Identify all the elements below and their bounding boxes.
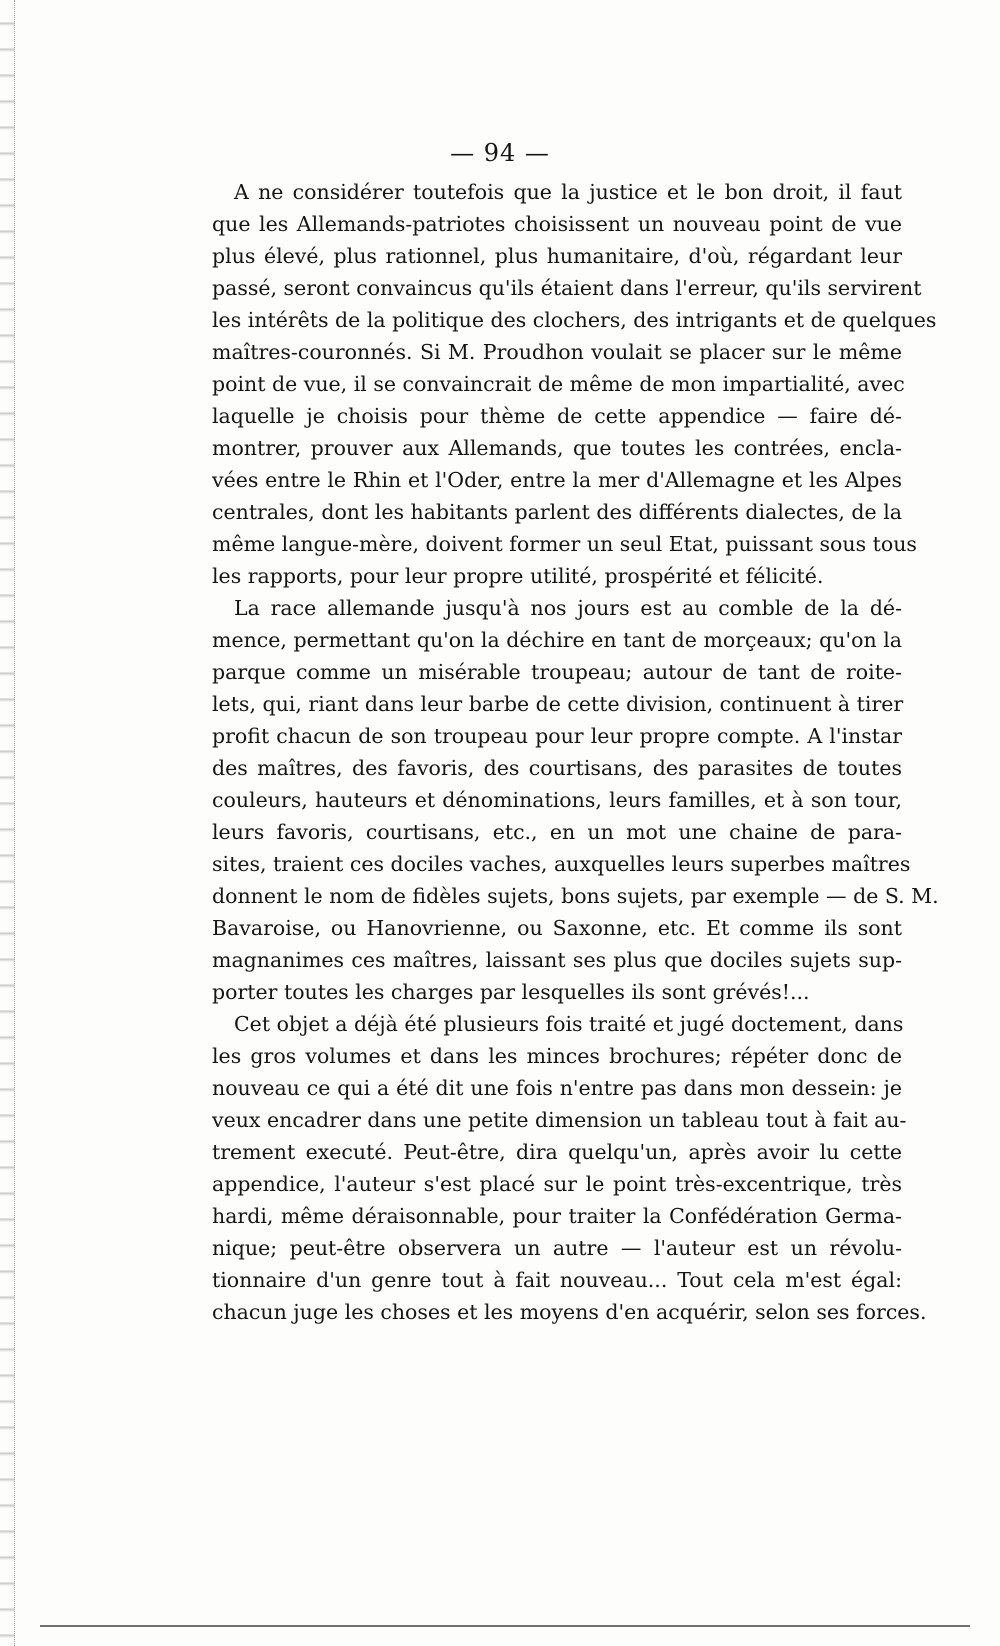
bottom-rule	[40, 1625, 970, 1627]
text-line: des maîtres, des favoris, des courtisans, des parasites de toutes	[212, 756, 902, 780]
text-line: parque comme un misérable troupeau; autour de tant de roite-	[212, 660, 902, 684]
text-line: Cet objet a déjà été plusieurs fois traité et jugé doctement, dans	[234, 1012, 904, 1036]
page-number: — 94 —	[450, 139, 550, 167]
text-line: que les Allemands-patriotes choisissent un nouveau point de vue	[212, 212, 902, 236]
text-line: même langue-mère, doivent former un seul Etat, puissant sous tous	[212, 532, 917, 556]
text-line: appendice, l'auteur s'est placé sur le point très-excentrique, très	[212, 1172, 902, 1196]
text-line: plus élevé, plus rationnel, plus humanitaire, d'où, régardant leur	[212, 244, 902, 268]
text-line: les rapports, pour leur propre utilité, prospérité et félicité.	[212, 564, 824, 588]
text-line: vées entre le Rhin et l'Oder, entre la mer d'Allemagne et les Alpes	[212, 468, 902, 492]
text-line: porter toutes les charges par lesquelles ils sont grévés!...	[212, 980, 810, 1004]
text-line: magnanimes ces maîtres, laissant ses plus que dociles sujets sup-	[212, 948, 902, 972]
page-binding-edge	[0, 0, 15, 1646]
text-line: couleurs, hauteurs et dénominations, leurs familles, et à son tour,	[212, 788, 902, 812]
body-text	[212, 176, 939, 1328]
text-line: montrer, prouver aux Allemands, que toutes les contrées, encla-	[212, 436, 902, 460]
text-line: La race allemande jusqu'à nos jours est au comble de la dé-	[234, 596, 902, 620]
text-line: tionnaire d'un genre tout à fait nouveau... Tout cela m'est égal:	[212, 1268, 902, 1292]
text-line: nique; peut-être observera un autre — l'auteur est un révolu-	[212, 1236, 902, 1260]
text-line: maîtres-couronnés. Si M. Proudhon voulait se placer sur le même	[212, 340, 902, 364]
text-line: lets, qui, riant dans leur barbe de cette division, continuent à tirer	[212, 692, 904, 716]
text-line: les intérêts de la politique des clochers, des intrigants et de quelques	[212, 308, 937, 332]
text-line: centrales, dont les habitants parlent des différents dialectes, de la	[212, 500, 902, 524]
text-line: nouveau ce qui a été dit une fois n'entre pas dans mon dessein: je	[212, 1076, 902, 1100]
text-line: donnent le nom de fidèles sujets, bons sujets, par exemple — de S. M.	[212, 884, 939, 908]
text-line: les gros volumes et dans les minces brochures; répéter donc de	[212, 1044, 902, 1068]
text-line: chacun juge les choses et les moyens d'en acquérir, selon ses forces.	[212, 1300, 927, 1324]
text-line: Bavaroise, ou Hanovrienne, ou Saxonne, etc. Et comme ils sont	[212, 916, 902, 940]
text-line: sites, traient ces dociles vaches, auxquelles leurs superbes maîtres	[212, 852, 911, 876]
text-line: leurs favoris, courtisans, etc., en un mot une chaine de para-	[212, 820, 902, 844]
text-line: veux encadrer dans une petite dimension un tableau tout à fait au-	[212, 1108, 907, 1132]
text-line: point de vue, il se convaincrait de même de mon impartialité, avec	[212, 372, 905, 396]
text-line: trement executé. Peut-être, dira quelqu'un, après avoir lu cette	[212, 1140, 902, 1164]
text-line: hardi, même déraisonnable, pour traiter la Confédération Germa-	[212, 1204, 902, 1228]
text-line: laquelle je choisis pour thème de cette appendice — faire dé-	[212, 404, 902, 428]
text-line: mence, permettant qu'on la déchire en tant de morçeaux; qu'on la	[212, 628, 902, 652]
text-line: passé, seront convaincus qu'ils étaient dans l'erreur, qu'ils servirent	[212, 276, 922, 300]
text-line: A ne considérer toutefois que la justice et le bon droit, il faut	[234, 180, 902, 204]
text-line: profit chacun de son troupeau pour leur propre compte. A l'instar	[212, 724, 902, 748]
